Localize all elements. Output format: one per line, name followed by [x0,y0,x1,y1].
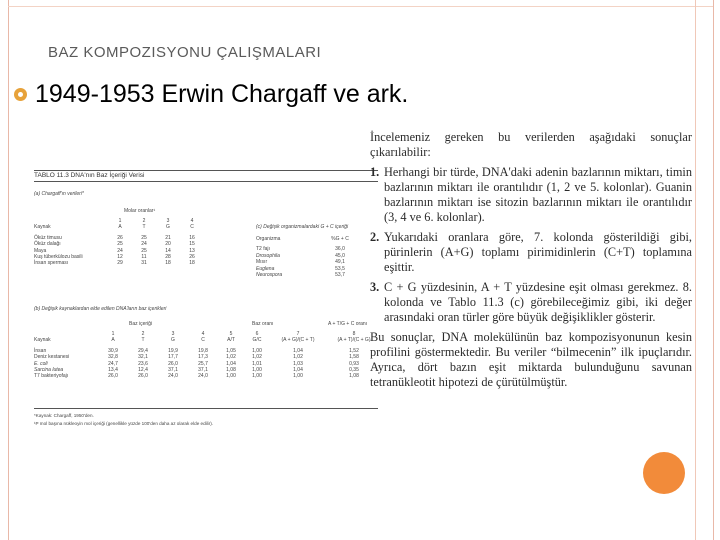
col-number: 3 [166,218,170,224]
col-number: 2 [142,218,146,224]
col-number: 8 [352,331,356,337]
col-number: 2 [141,331,145,337]
col-number: 6 [255,331,259,337]
col-letter: A/T [227,337,235,344]
organizma-header: Organizma [256,236,281,242]
slide-frame-left [8,0,9,540]
list-item: 2. Yukarıdaki oranlara göre, 7. kolonda gösterildiği gibi, pürinlerin (A+G) toplamı pirimidinlerin (C+T) toplamına eşittir. [370,230,692,274]
col-letter: T [142,224,146,231]
list-item: 3. C + G yüzdesinin, A + T yüzdesine eşit olması gerekmez. 8. kolonda ve Tablo 11.3 (c) görebileceğimiz gibi, iki değer arasındaki oran türler göre büyük değişiklikler gösterir. [370,280,692,324]
table-row: İnsan 30,9 29,4 19,9 19,8 1,05 1,00 1,04 1,52 [34,347,359,354]
table-footnote: ¹P mol başına nükleoyin mol içeriği (genellikle yüzde 100'den daha az olarak elde edilir). [34,421,214,426]
col-number: 7 [296,331,300,337]
col-letter: A [111,337,115,344]
slide-frame-top [8,6,714,7]
table-row: T7 bakteriyofajı 26,0 26,0 24,0 24,0 1,00 1,00 1,00 1,08 [34,373,359,380]
gc-header: %G + C [331,236,349,242]
table-row: Mısır 49,1 [256,259,345,266]
table-row: İnsan sperması 29 31 18 18 [34,260,195,267]
col-number: 4 [190,218,194,224]
base-ratio-label: Baz oranı [252,321,274,327]
table-row: Öküz dalağı 25 24 20 15 [34,241,195,248]
kaynak-header: Kaynak [34,337,51,344]
col-number: 1 [111,331,115,337]
col-number: 1 [118,218,122,224]
col-letter: (A + T)/(C + G) [337,337,371,344]
at-gc-ratio-label: A + T/G + C oranı [328,321,368,327]
section-a-label: (a) Chargaff'ın verileri* [34,191,84,197]
col-number: 4 [201,331,205,337]
table-c [254,236,362,278]
scanned-textbook-page [24,128,696,448]
circle-bullet-icon [14,88,27,101]
table-b [32,331,382,380]
section-c-label: (c) Değişik organizmalardaki G + C içeriği [256,224,349,230]
col-letter: A [118,224,122,231]
table-row: Drosophila 45,0 [256,252,345,259]
conclusion-paragraph: Bu sonuçlar, DNA molekülünün baz kompozisyonunun kesin profilini göstermektedir. Bu veriler “bilmecenin” ilk ipuçlarıdır. Ayrıca, dört bazın eşit miktarda bulunduğunu savunan tetranükleotit hipotezi de çürütülmüştür. [370,330,692,389]
table-top-rule [34,170,378,171]
table-bottom-rule [34,408,378,409]
table-row: E. coli 24,7 23,6 26,0 25,7 1,04 1,01 1,03 0,93 [34,360,359,367]
intro-paragraph: İncelemeniz gereken bu verilerden aşağıdaki sonuçlar çıkarılabilir: [370,130,692,159]
col-letter: G [166,224,170,231]
table-row: Sarcina lutea 13,4 12,4 37,1 37,1 1,08 1,00 1,04 0,35 [34,367,359,374]
section-b-label: (b) Değişik kaynaklardan elde edilen DNA'ların baz içerikleri [34,306,167,312]
kaynak-header: Kaynak [34,224,51,231]
molar-ratios-label: Molar oranlar¹ [124,208,156,214]
col-letter: C [201,337,205,344]
table-row: Kuş tüberkülozu basili 12 11 28 26 [34,254,195,261]
col-letter: (A + G)/(C + T) [281,337,315,344]
table-row: Neurospora 53,7 [256,272,345,279]
col-letter: G/C [252,337,262,344]
slide-title: BAZ KOMPOZISYONU ÇALIŞMALARI [48,44,322,61]
bullet-item [14,80,408,109]
slide-frame-right [713,0,714,540]
table-row: T2 fajı 36,0 [256,246,345,253]
table-a [32,218,204,267]
table-row: Deniz kestanesi 32,8 32,1 17,7 17,3 1,02 1,02 1,02 1,58 [34,354,359,361]
col-letter: G [171,337,175,344]
col-number: 3 [171,331,175,337]
bullet-text: 1949-1953 Erwin Chargaff ve ark. [35,80,409,108]
table-title-rule [34,181,378,182]
list-item: 1. Herhangi bir türde, DNA'daki adenin bazlarının miktarı, timin bazlarının miktarı ile orantılıdır (1, 2 ve 5. kolonlar). Guanin bazlarının miktarı ise sitozin bazlarının miktarı ile orantılıdır (3, 4 ve 6. kolonlar). [370,165,692,224]
col-letter: T [141,337,145,344]
table-row: Maya 24 25 14 13 [34,247,195,254]
col-number: 5 [229,331,233,337]
table-row: Öküz timusu 26 25 21 16 [34,234,195,241]
textbook-text [370,130,692,395]
table-title: TABLO 11.3 DNA'nın Baz İçeriği Verisi [34,172,145,179]
col-letter: C [190,224,194,231]
base-content-label: Baz içeriği [129,321,153,327]
table-row: Euglena 53,5 [256,265,345,272]
decorative-orange-circle [643,452,685,494]
table-footnote: *Kaynak: Chargaff, 1950'den. [34,413,94,418]
